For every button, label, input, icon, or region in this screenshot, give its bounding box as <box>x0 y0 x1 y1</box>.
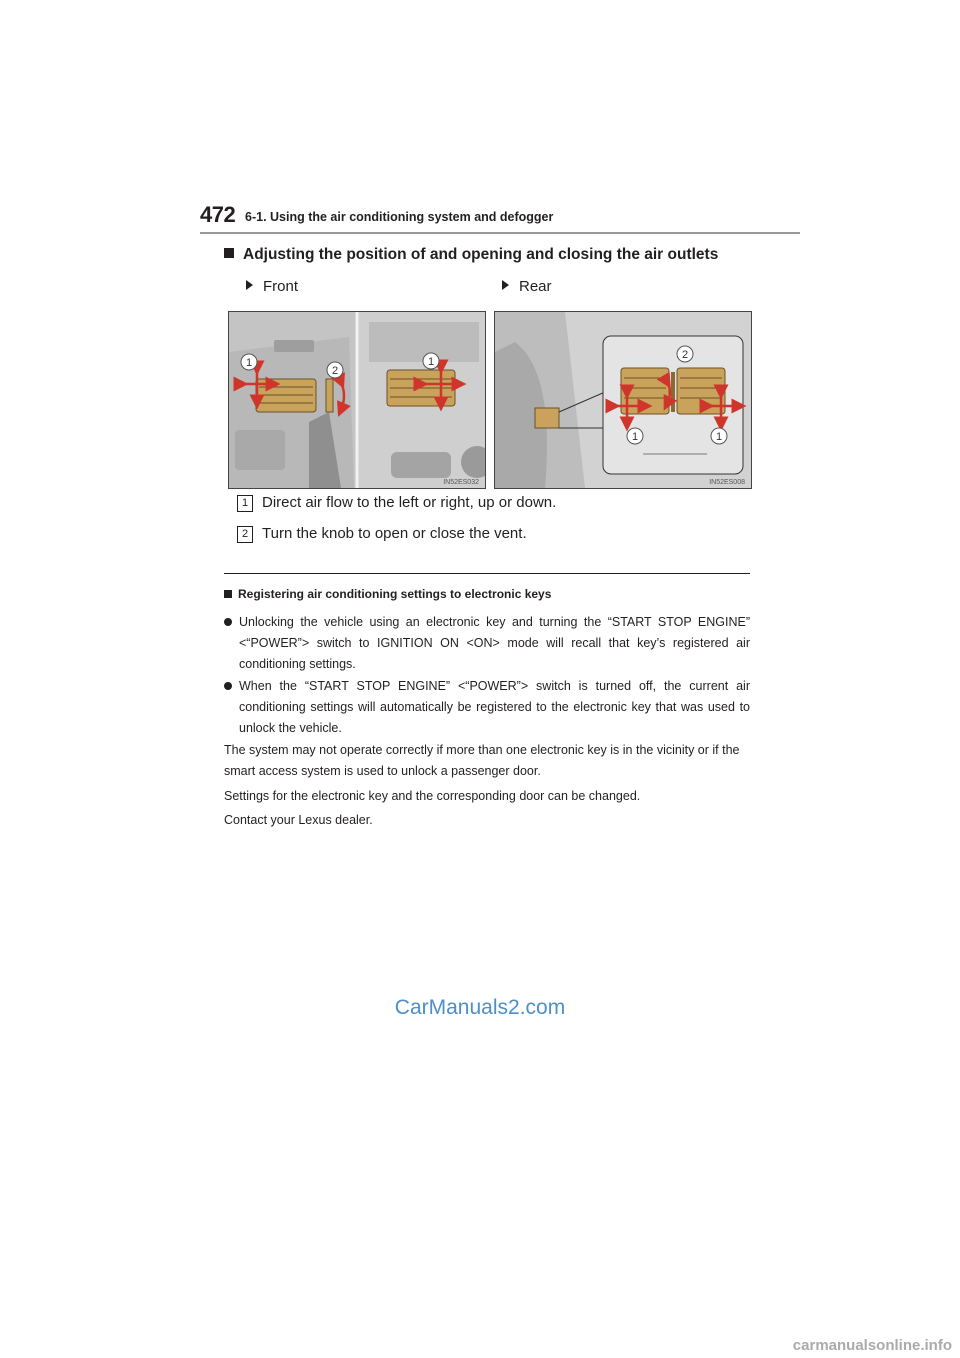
square-bullet-icon <box>224 248 234 258</box>
label-rear <box>502 278 552 295</box>
label-front-text: Front <box>263 278 299 295</box>
step-number-box: 1 <box>237 495 253 512</box>
step-1-text: Direct air flow to the left or right, up or down. <box>262 494 557 511</box>
callout-1-label: 1 <box>427 356 435 368</box>
callout-1-label: 1 <box>631 431 639 443</box>
triangle-marker-icon <box>502 280 509 290</box>
note-bullet-1-text: Unlocking the vehicle using an electronic key and turning the “START STOP ENGINE” <“POWER”> switch to IGNITION ON <ON> mode will recall that key’s registered air conditioning settings. <box>239 615 750 671</box>
page-number: 472 <box>200 202 236 227</box>
figure-code-rear: IN52ES008 <box>709 479 745 486</box>
step-number-box: 2 <box>237 526 253 543</box>
square-bullet-icon <box>224 590 232 598</box>
triangle-marker-icon <box>246 280 253 290</box>
note-paragraph-1: The system may not operate correctly if more than one electronic key is in the vicinity or if the smart access system is used to unlock a passenger door. <box>224 743 740 778</box>
rear-vents-drawing <box>495 312 751 488</box>
step-2-text: Turn the knob to open or close the vent. <box>262 525 527 542</box>
front-vents-illustration <box>228 311 486 489</box>
section-heading <box>224 246 718 264</box>
step-2 <box>237 525 527 543</box>
label-rear-text: Rear <box>519 278 552 295</box>
note-bullet-2-text: When the “START STOP ENGINE” <“POWER”> switch is turned off, the current air conditioning settings will automatically be registered to the electronic key that was used to unlock the vehicle. <box>239 679 750 735</box>
label-front <box>246 278 298 295</box>
header-divider <box>200 232 800 234</box>
section-heading-text: Adjusting the position of and opening and closing the air outlets <box>243 246 719 263</box>
callout-1-label: 1 <box>715 431 723 443</box>
bullet-dot-icon <box>224 618 232 626</box>
front-vents-drawing <box>229 312 485 488</box>
watermark-carmanualsonline: carmanualsonline.info <box>792 1337 952 1354</box>
note-divider <box>224 573 750 574</box>
chapter-title: 6-1. Using the air conditioning system and defogger <box>245 210 554 224</box>
note-bullet-1 <box>224 612 750 675</box>
callout-2-label: 2 <box>331 365 339 377</box>
note-heading-text: Registering air conditioning settings to electronic keys <box>238 587 552 601</box>
note-paragraph-2: Settings for the electronic key and the corresponding door can be changed. <box>224 789 641 803</box>
note-bullet-2 <box>224 676 750 739</box>
figure-code-front: IN52ES032 <box>443 479 479 486</box>
step-1 <box>237 494 556 512</box>
callout-2-label: 2 <box>681 349 689 361</box>
rear-vents-illustration <box>494 311 752 489</box>
bullet-dot-icon <box>224 682 232 690</box>
callout-1-label: 1 <box>245 357 253 369</box>
note-paragraph-3: Contact your Lexus dealer. <box>224 813 373 827</box>
watermark-carmanuals2: CarManuals2.com <box>394 996 566 1019</box>
note-heading <box>224 587 551 601</box>
